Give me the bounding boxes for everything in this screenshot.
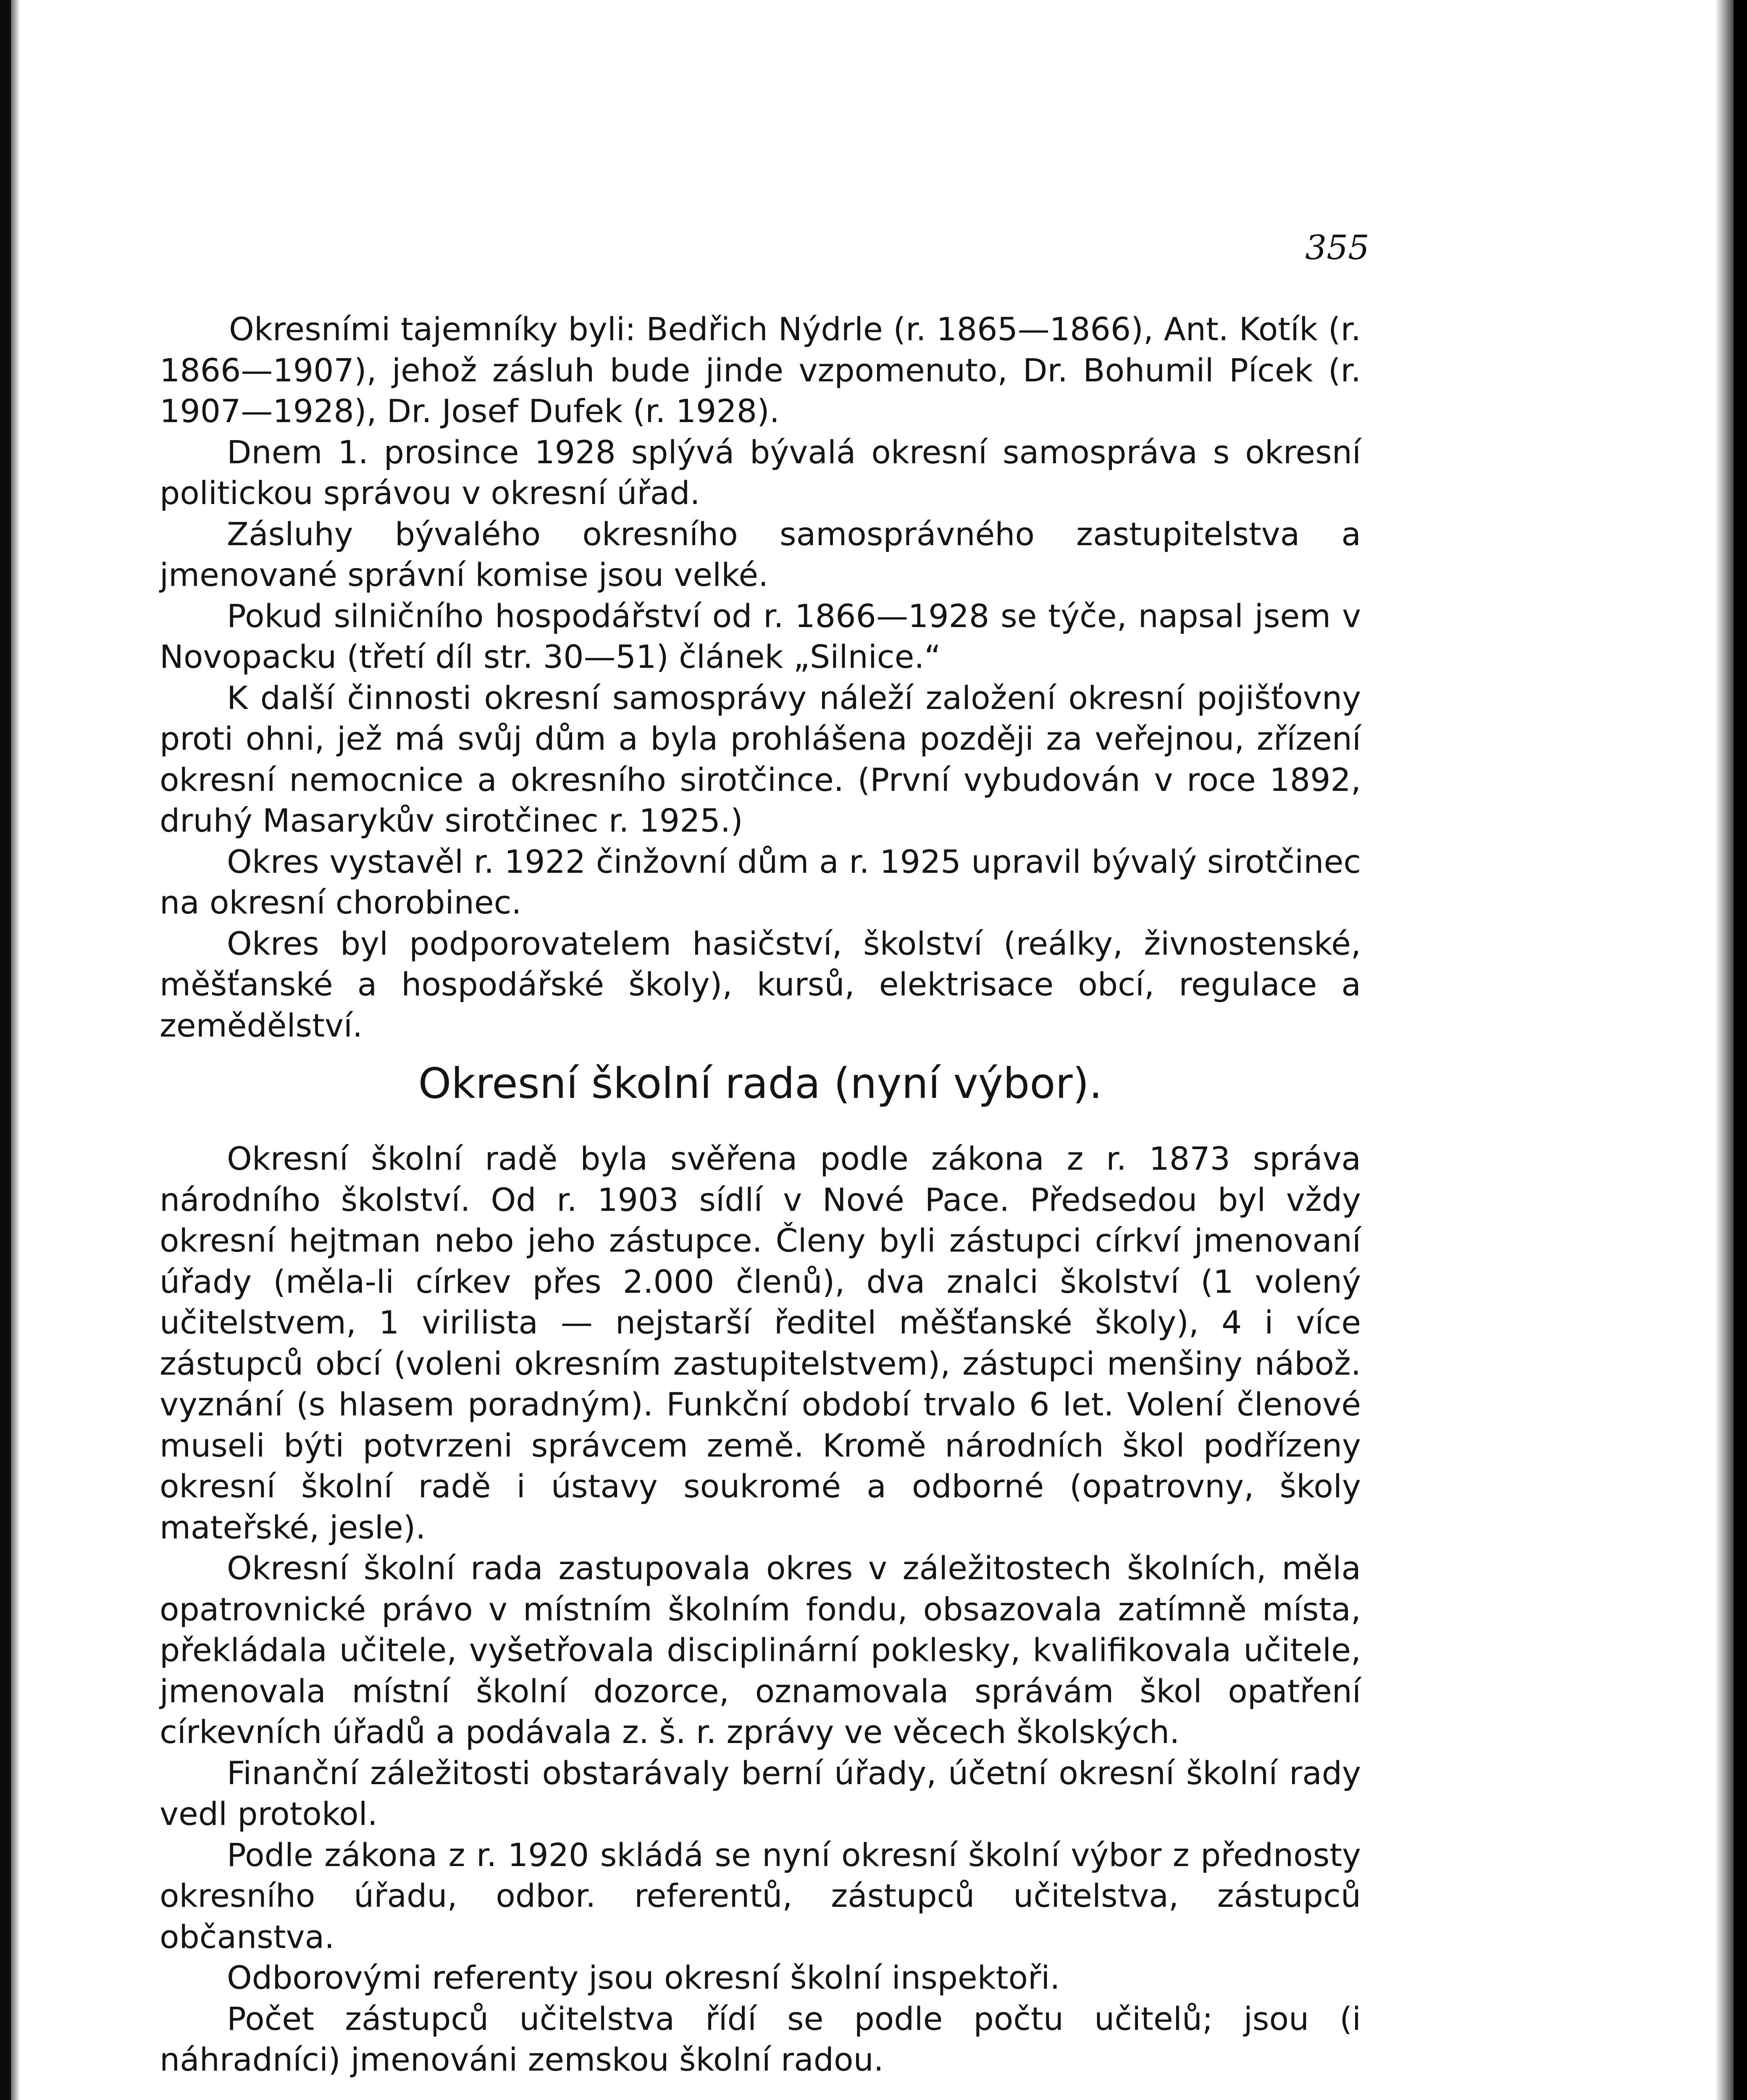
paragraph: Dnem 1. prosince 1928 splývá bývalá okresní samospráva s okresní politickou správou v okresní úřad.	[160, 433, 1361, 512]
left-binding-shadow	[0, 0, 11, 2100]
paragraph: Podle zákona z r. 1920 skládá se nyní okresní školní výbor z přednosty okresního úřadu, odbor. referentů, zástupců učitelstva, zástupců občanstva.	[160, 1836, 1361, 1956]
section-heading: Okresní školní rada (nyní výbor).	[418, 1059, 1103, 1108]
paragraph: Okresními tajemníky byli: Bedřich Nýdrle (r. 1865—1866), Ant. Kotík (r. 1866—1907), jehož zásluh bude jinde vzpomenuto, Dr. Bohumil Pícek (r. 1907—1928), Dr. Josef Dufek (r. 1928).	[160, 310, 1361, 430]
paragraph: Okres byl podporovatelem hasičství, školství (reálky, živnostenské, měšťanské a hospodářské školy), kursů, elektrisace obcí, regulace a zemědělství.	[160, 924, 1361, 1044]
right-page-edge-gradient	[1715, 0, 1734, 2100]
paragraph: Okres vystavěl r. 1922 činžovní dům a r. 1925 upravil bývalý sirotčinec na okresní chorobinec.	[160, 843, 1361, 921]
paragraph: Okresní školní rada zastupovala okres v záležitostech školních, měla opatrovnické právo v místním školním fondu, obsazovala zatímně místa, překládala učitele, vyšetřovala disciplinární poklesky, kvalifikovala učitele, jmenovala místní školní dozorce, oznamovala správám škol opatření církevních úřadů a podávala z. š. r. zprávy ve věcech školských.	[160, 1549, 1361, 1751]
paragraph: Okresní školní radě byla svěřena podle zákona z r. 1873 správa národního školství. Od r. 1903 sídlí v Nové Pace. Předsedou byl vždy okresní hejtman nebo jeho zástupce. Členy byli zástupci církví jmenovaní úřady (měla-li církev přes 2.000 členů), dva znalci školství (1 volený učitelstvem, 1 virilista — nejstarší ředitel měšťanské školy), 4 i více zástupců obcí (voleni okresním zastupitelstvem), zástupci menšiny nábož. vyznání (s hlasem poradným). Funkční období trvalo 6 let. Volení členové museli býti potvrzeni správcem země. Kromě národních škol podřízeny okresní školní radě i ústavy soukromé a odborné (opatrovny, školy mateřské, jesle).	[160, 1140, 1361, 1546]
section-school-board	[160, 1138, 1361, 2080]
left-binding-gradient	[11, 0, 20, 2100]
paragraph: Odborovými referenty jsou okresní školní inspektoři.	[227, 1959, 1060, 1996]
paragraph: K další činnosti okresní samosprávy náleží založení okresní pojišťovny proti ohni, jež má svůj dům a byla prohlášena později za veřejnou, zřízení okresní nemocnice a okresního sirotčince. (První vybudován v roce 1892, druhý Masarykův sirotčinec r. 1925.)	[160, 679, 1361, 839]
section-district-administration	[160, 309, 1361, 1046]
paragraph: Finanční záležitosti obstarávaly berní úřady, účetní okresní školní rady vedl protokol.	[160, 1754, 1361, 1832]
right-page-edge	[1734, 0, 1747, 2100]
paragraph: Zásluhy bývalého okresního samosprávného zastupitelstva a jmenované správní komise jsou velké.	[160, 515, 1361, 593]
paragraph: Počet zástupců učitelstva řídí se podle počtu učitelů; jsou (i náhradníci) jmenováni zemskou školní radou.	[160, 2000, 1361, 2078]
paragraph: Pokud silničního hospodářství od r. 1866—1928 se týče, napsal jsem v Novopacku (třetí díl str. 30—51) článek „Silnice.“	[160, 597, 1361, 675]
page-number: 355	[1305, 228, 1369, 267]
